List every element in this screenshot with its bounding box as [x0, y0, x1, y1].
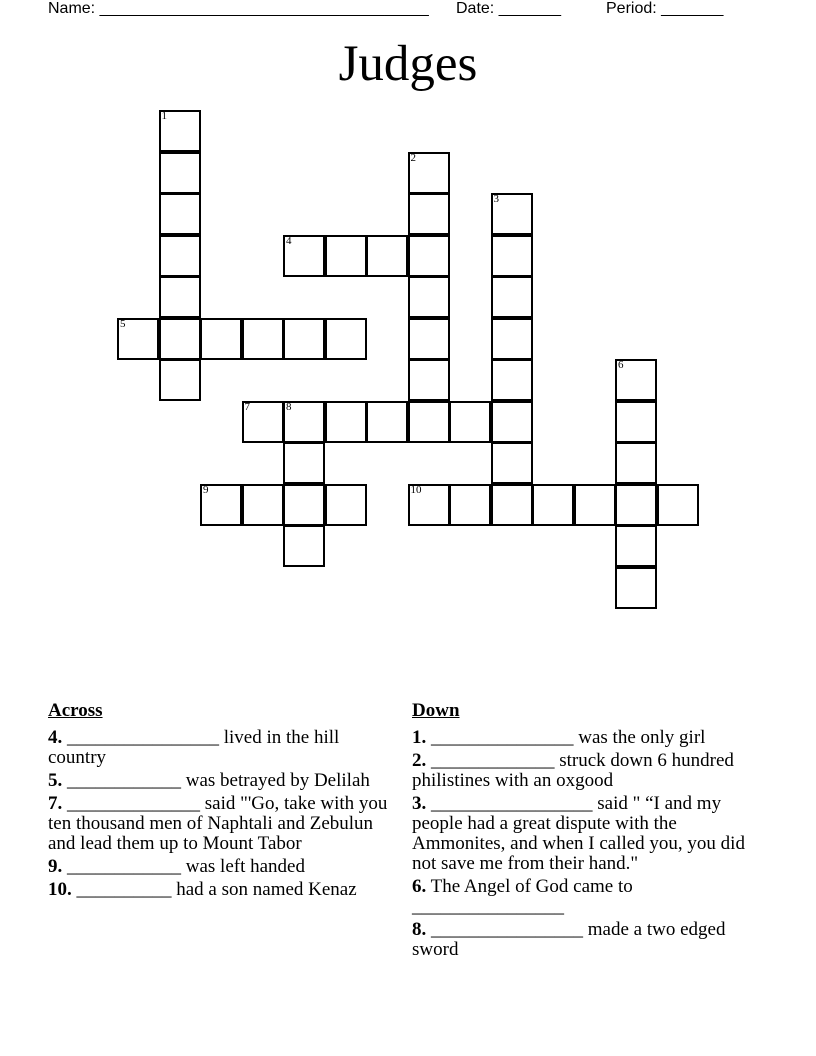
period-field-label[interactable]: Period: _______	[606, 0, 724, 17]
answer-blank[interactable]: ______________	[67, 793, 200, 814]
grid-cell[interactable]	[200, 318, 242, 360]
clue-text: was left handed	[181, 856, 305, 877]
grid-cell[interactable]	[491, 484, 533, 526]
grid-cell[interactable]	[408, 193, 450, 235]
grid-cell[interactable]	[491, 401, 533, 443]
page-title: Judges	[338, 36, 478, 92]
grid-cell[interactable]	[408, 152, 450, 194]
answer-blank[interactable]: ________________	[67, 727, 219, 748]
clue-number: 9	[203, 483, 209, 496]
grid-cell[interactable]	[283, 442, 325, 484]
grid-cell[interactable]	[615, 359, 657, 401]
answer-blank[interactable]: __________	[76, 879, 172, 900]
grid-cell[interactable]	[574, 484, 616, 526]
grid-cell[interactable]	[408, 484, 450, 526]
grid-cell[interactable]	[325, 401, 367, 443]
grid-cell[interactable]	[283, 318, 325, 360]
clue-number-label: 1.	[412, 727, 427, 748]
clue-number-label: 6.	[412, 876, 427, 897]
grid-cell[interactable]	[200, 484, 242, 526]
grid-cell[interactable]	[491, 193, 533, 235]
grid-cell[interactable]	[491, 235, 533, 277]
clue-number: 2	[410, 151, 416, 164]
grid-cell[interactable]	[408, 276, 450, 318]
grid-cell[interactable]	[159, 359, 201, 401]
clue-number: 6	[618, 359, 624, 371]
clue-text: was betrayed by Delilah	[181, 770, 370, 791]
date-field-label[interactable]: Date: _______	[456, 0, 561, 17]
answer-blank[interactable]: _______________	[431, 727, 574, 748]
grid-cell[interactable]	[615, 442, 657, 484]
across-clues	[48, 700, 398, 903]
grid-cell[interactable]	[325, 235, 367, 277]
grid-cell[interactable]	[491, 276, 533, 318]
grid-cell[interactable]	[449, 484, 491, 526]
grid-cell[interactable]	[408, 318, 450, 360]
student-info-header	[48, 0, 768, 20]
grid-cell[interactable]	[532, 484, 574, 526]
grid-cell[interactable]	[242, 318, 284, 360]
grid-cell[interactable]	[242, 401, 284, 443]
across-clue	[48, 857, 398, 877]
grid-cell[interactable]	[159, 276, 201, 318]
down-clue	[412, 877, 772, 917]
clue-number: 3	[493, 193, 499, 205]
clue-text: made a two edged sword	[412, 919, 726, 960]
clue-number-label: 8.	[412, 919, 427, 940]
grid-cell[interactable]	[615, 401, 657, 443]
grid-cell[interactable]	[366, 235, 408, 277]
answer-blank[interactable]: _________________	[431, 793, 593, 814]
grid-cell[interactable]	[491, 359, 533, 401]
clue-text: lived in the hill country	[48, 727, 340, 768]
clue-number: 5	[120, 317, 126, 330]
grid-cell[interactable]	[117, 318, 159, 360]
name-field-label[interactable]: Name: _____________________________________	[48, 0, 429, 17]
clue-number-label: 5.	[48, 770, 63, 791]
clue-number-label: 4.	[48, 727, 63, 748]
down-heading: Down	[412, 700, 460, 721]
clue-text: struck down 6 hundred philistines with an oxgood	[412, 750, 734, 791]
grid-cell[interactable]	[325, 484, 367, 526]
answer-blank[interactable]: _____________	[431, 750, 555, 771]
grid-cell[interactable]	[283, 484, 325, 526]
clue-text: had a son named Kenaz	[171, 879, 357, 900]
clue-number-label: 7.	[48, 793, 63, 814]
answer-blank[interactable]: ____________	[67, 770, 181, 791]
down-clue	[412, 751, 772, 791]
clue-number-label: 10.	[48, 879, 72, 900]
down-clue	[412, 728, 772, 748]
clue-number-label: 3.	[412, 793, 427, 814]
grid-cell[interactable]	[491, 442, 533, 484]
across-clue	[48, 794, 398, 854]
clue-number-label: 2.	[412, 750, 427, 771]
grid-cell[interactable]	[159, 318, 201, 360]
grid-cell[interactable]	[283, 401, 325, 443]
grid-cell[interactable]	[325, 318, 367, 360]
grid-cell[interactable]	[159, 235, 201, 277]
across-clue	[48, 728, 398, 768]
grid-cell[interactable]	[615, 525, 657, 567]
grid-cell[interactable]	[159, 152, 201, 194]
across-clue	[48, 880, 398, 900]
grid-cell[interactable]	[449, 401, 491, 443]
grid-cell[interactable]	[491, 318, 533, 360]
clue-number: 4	[286, 234, 292, 247]
down-clue	[412, 794, 772, 874]
grid-cell[interactable]	[657, 484, 699, 526]
clue-number: 10	[410, 483, 422, 496]
grid-cell[interactable]	[159, 193, 201, 235]
clue-number: 1	[161, 110, 167, 122]
clue-text: said " “I and my people had a great dispute with the Ammonites, and when I called you, you did not save me from their hand."	[412, 793, 745, 874]
clue-number-label: 9.	[48, 856, 63, 877]
clue-number: 8	[286, 400, 292, 413]
clue-text: was the only girl	[573, 727, 706, 748]
grid-cell[interactable]	[408, 359, 450, 401]
grid-cell[interactable]	[283, 235, 325, 277]
down-clue	[412, 920, 772, 960]
answer-blank[interactable]: ________________	[431, 919, 583, 940]
grid-cell[interactable]	[283, 525, 325, 567]
clue-text: The Angel of God came to ________________	[412, 876, 633, 917]
grid-cell[interactable]	[615, 484, 657, 526]
grid-cell[interactable]	[408, 235, 450, 277]
grid-cell[interactable]	[366, 401, 408, 443]
grid-cell[interactable]	[615, 567, 657, 609]
grid-cell[interactable]	[242, 484, 284, 526]
clue-text: said "'Go, take with you ten thousand men of Naphtali and Zebulun and lead them up to Mount Tabor	[48, 793, 388, 854]
grid-cell[interactable]	[159, 110, 201, 152]
answer-blank[interactable]: ____________	[67, 856, 181, 877]
grid-cell[interactable]	[408, 401, 450, 443]
down-clues	[412, 700, 772, 963]
across-clue	[48, 771, 398, 791]
clue-number: 7	[244, 400, 250, 413]
across-heading: Across	[48, 700, 103, 721]
